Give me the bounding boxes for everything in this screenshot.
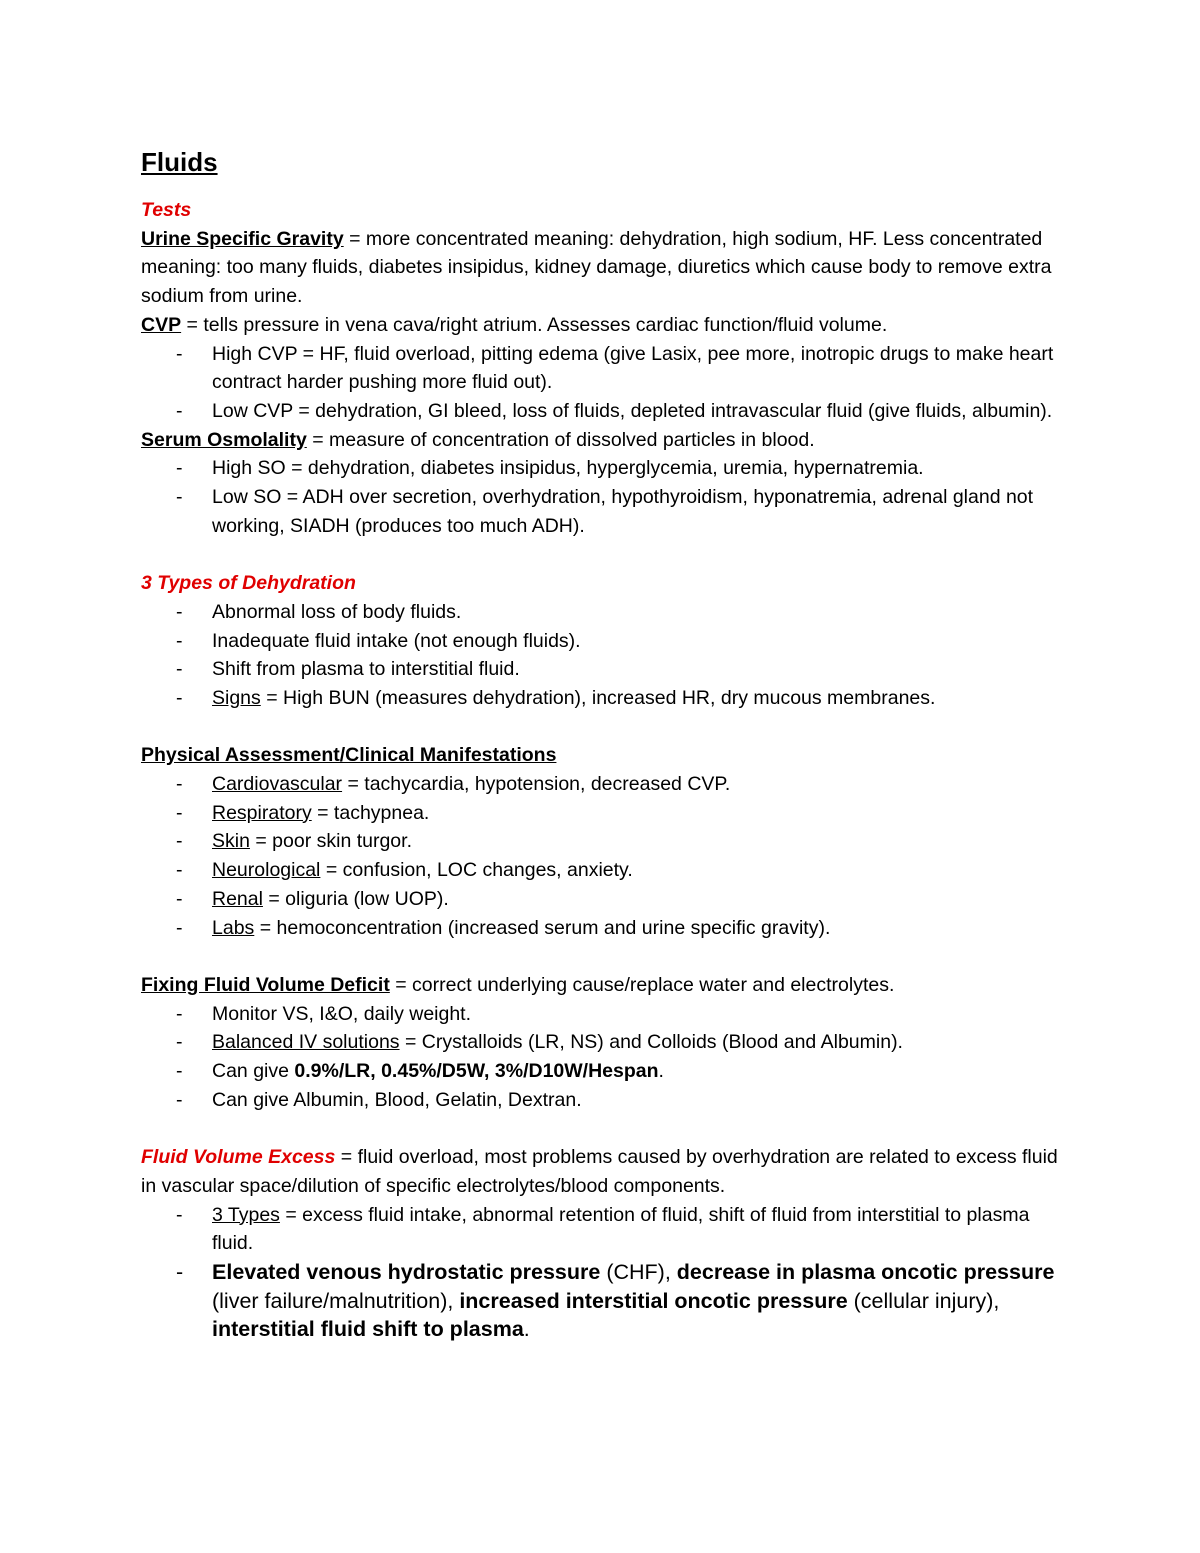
- deficit-term: Fixing Fluid Volume Deficit: [141, 973, 390, 996]
- deficit-text: = correct underlying cause/replace water and electrolytes.: [389, 973, 895, 996]
- tests-section: [141, 196, 1071, 540]
- urine-specific-gravity-paragraph: [141, 225, 1071, 311]
- item-text: = Crystalloids (LR, NS) and Colloids (Blood and Albumin).: [399, 1031, 903, 1054]
- item-text: .: [658, 1060, 664, 1083]
- cvp-text: = tells pressure in vena cava/right atrium. Assesses cardiac function/fluid volume.: [181, 313, 888, 336]
- list-item: - Can give Albumin, Blood, Gelatin, Dextran.: [141, 1086, 1071, 1115]
- list-item: [141, 885, 1071, 914]
- item-term: 3 Types: [212, 1203, 280, 1226]
- item-text: (CHF),: [600, 1259, 677, 1284]
- cvp-list: [141, 340, 1071, 426]
- dehydration-section: [141, 569, 1071, 713]
- deficit-section: [141, 971, 1071, 1115]
- list-item: - High CVP = HF, fluid overload, pitting edema (give Lasix, pee more, inotropic drugs to make heart contract harder pushing more fluid out).: [141, 340, 1071, 397]
- list-item: [141, 770, 1071, 799]
- urine-specific-gravity-term: Urine Specific Gravity: [141, 227, 344, 250]
- item-bold-text: decrease in plasma oncotic pressure: [676, 1259, 1055, 1284]
- excess-section: [141, 1143, 1071, 1344]
- serum-osmolality-text: = measure of concentration of dissolved particles in blood.: [306, 428, 815, 451]
- item-term: Cardiovascular: [212, 773, 343, 796]
- item-text: (cellular injury),: [847, 1288, 1000, 1313]
- list-item: [141, 684, 1071, 713]
- item-bold-text: increased interstitial oncotic pressure: [459, 1288, 848, 1313]
- item-text: = poor skin turgor.: [249, 830, 412, 853]
- item-term: Renal: [212, 887, 263, 910]
- item-term: Skin: [212, 830, 250, 853]
- item-text: = tachypnea.: [311, 801, 430, 824]
- dehydration-heading: 3 Types of Dehydration: [141, 572, 356, 595]
- cvp-paragraph: [141, 311, 1071, 340]
- list-item: [141, 827, 1071, 856]
- excess-paragraph: [141, 1143, 1071, 1200]
- item-text: = oliguria (low UOP).: [262, 887, 449, 910]
- list-item: - Abnormal loss of body fluids.: [141, 598, 1071, 627]
- assessment-section: [141, 741, 1071, 942]
- tests-heading: Tests: [141, 199, 192, 221]
- item-text: = confusion, LOC changes, anxiety.: [320, 859, 633, 882]
- list-item: [141, 914, 1071, 943]
- item-bold-text: interstitial fluid shift to plasma: [212, 1317, 524, 1342]
- item-term: Balanced IV solutions: [212, 1031, 400, 1054]
- item-text: = hemoconcentration (increased serum and urine specific gravity).: [254, 916, 831, 939]
- page-title: Fluids: [141, 147, 218, 177]
- list-item: [141, 1028, 1071, 1057]
- list-item: - Low CVP = dehydration, GI bleed, loss of fluids, depleted intravascular fluid (give fluids, albumin).: [141, 397, 1071, 426]
- deficit-paragraph: [141, 971, 1071, 1000]
- serum-osmolality-paragraph: [141, 426, 1071, 455]
- item-text: = excess fluid intake, abnormal retention of fluid, shift of fluid from interstitial to plasma fluid.: [212, 1203, 1030, 1255]
- dehydration-list: [141, 598, 1071, 713]
- item-term: Neurological: [212, 859, 321, 882]
- list-item: [141, 1057, 1071, 1086]
- list-item: [141, 799, 1071, 828]
- cvp-term: CVP: [141, 313, 182, 336]
- urine-specific-gravity-text: = more concentrated meaning: dehydration, high sodium, HF. Less concentrated meaning: too many fluids, diabetes insipidus, kidney damage, diuretics which cause body to remove extra sodium from urine.: [141, 227, 1052, 308]
- item-bold-text: 0.9%/LR, 0.45%/D5W, 3%/D10W/Hespan: [294, 1060, 659, 1083]
- excess-text: = fluid overload, most problems caused by overhydration are related to excess fluid in vascular space/dilution of specific electrolytes/blood components.: [141, 1146, 1058, 1197]
- list-item: [141, 856, 1071, 885]
- signs-term: Signs: [212, 686, 261, 709]
- serum-osmolality-list: [141, 454, 1071, 540]
- deficit-list: [141, 1000, 1071, 1115]
- list-item: - Inadequate fluid intake (not enough fluids).: [141, 627, 1071, 656]
- serum-osmolality-term: Serum Osmolality: [141, 428, 307, 451]
- list-item: [141, 1258, 1071, 1344]
- list-item: - Monitor VS, I&O, daily weight.: [141, 1000, 1071, 1029]
- item-term: Labs: [212, 916, 255, 939]
- list-item: - Low SO = ADH over secretion, overhydration, hypothyroidism, hyponatremia, adrenal gland not working, SIADH (produces too much ADH).: [141, 483, 1071, 540]
- item-text: .: [523, 1317, 530, 1342]
- item-bold-text: Elevated venous hydrostatic pressure: [212, 1259, 601, 1284]
- excess-list: [141, 1201, 1071, 1345]
- assessment-list: [141, 770, 1071, 942]
- excess-term: Fluid Volume Excess: [141, 1146, 336, 1169]
- list-item: [141, 1201, 1071, 1258]
- item-text: = tachycardia, hypotension, decreased CVP.: [342, 773, 731, 796]
- item-text: Can give: [212, 1060, 295, 1083]
- list-item: - High SO = dehydration, diabetes insipidus, hyperglycemia, uremia, hypernatremia.: [141, 454, 1071, 483]
- item-term: Respiratory: [212, 801, 312, 824]
- assessment-heading: Physical Assessment/Clinical Manifestations: [141, 744, 557, 767]
- item-text: (liver failure/malnutrition),: [212, 1288, 460, 1313]
- signs-text: = High BUN (measures dehydration), increased HR, dry mucous membranes.: [260, 686, 936, 709]
- document-page: [141, 142, 1071, 1344]
- list-item: - Shift from plasma to interstitial fluid.: [141, 655, 1071, 684]
